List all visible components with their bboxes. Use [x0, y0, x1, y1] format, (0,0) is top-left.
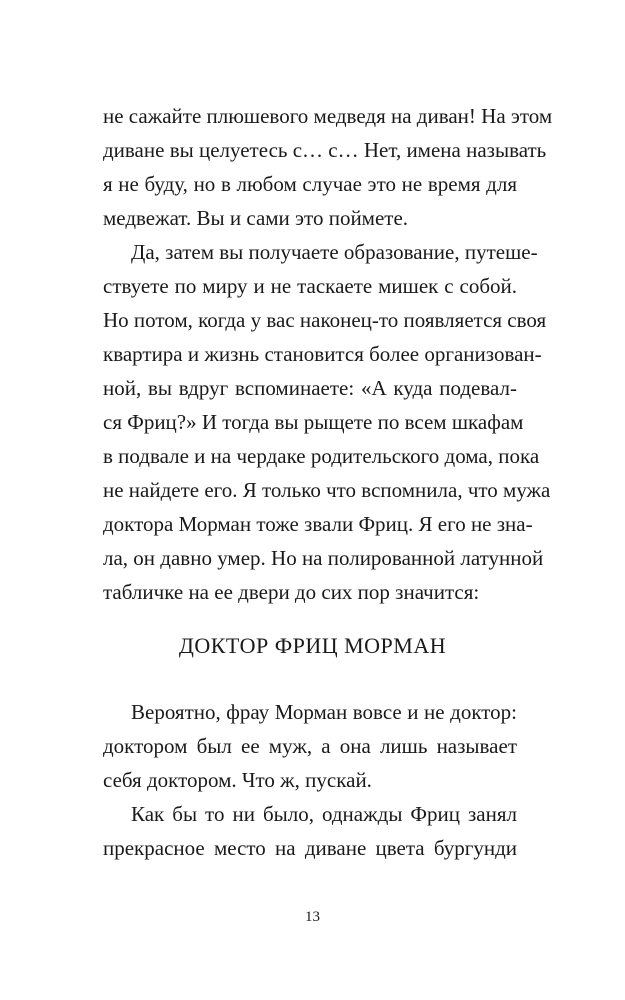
text-line: доктором был ее муж, а она лишь называет — [103, 734, 517, 758]
text-line: доктора Морман тоже звали Фриц. Я его не зна- — [103, 512, 533, 536]
page-number: 13 — [305, 909, 320, 925]
text-line: Как бы то ни было, однажды Фриц занял — [131, 802, 517, 826]
text-line: медвежат. Вы и сами это поймете. — [103, 206, 409, 230]
text-line: я не буду, но в любом случае это не время для — [103, 172, 517, 196]
text-line: ной, вы вдруг вспоминаете: «А куда подевал- — [103, 376, 517, 400]
text-line: ся Фриц?» И тогда вы рыщете по всем шкафам — [103, 410, 524, 434]
text-line: Вероятно, фрау Морман вовсе и не доктор: — [131, 700, 517, 724]
text-line: ствуете по миру и не таскаете мишек с собой. — [103, 274, 517, 298]
text-line: диване вы целуетесь с… с… Нет, имена называть — [103, 138, 547, 162]
text-line: не сажайте плюшевого медведя на диван! На этом — [103, 104, 553, 128]
text-line: Да, затем вы получаете образование, путеше- — [131, 240, 538, 264]
text-line: прекрасное место на диване цвета бургунди — [103, 836, 517, 860]
doorplate-heading: ДОКТОР ФРИЦ МОРМАН — [178, 633, 447, 658]
text-line: в подвале и на чердаке родительского дома, пока — [103, 444, 540, 468]
text-line: себя доктором. Что ж, пускай. — [103, 768, 372, 792]
text-line: табличке на ее двери до сих пор значится: — [103, 580, 480, 604]
text-line: не найдете его. Я только что вспомнила, что мужа — [103, 478, 551, 502]
text-line: квартира и жизнь становится более организован- — [103, 342, 542, 366]
text-line: Но потом, когда у вас наконец-то появляется своя — [103, 308, 547, 332]
text-line: ла, он давно умер. Но на полированной латунной — [103, 546, 544, 570]
